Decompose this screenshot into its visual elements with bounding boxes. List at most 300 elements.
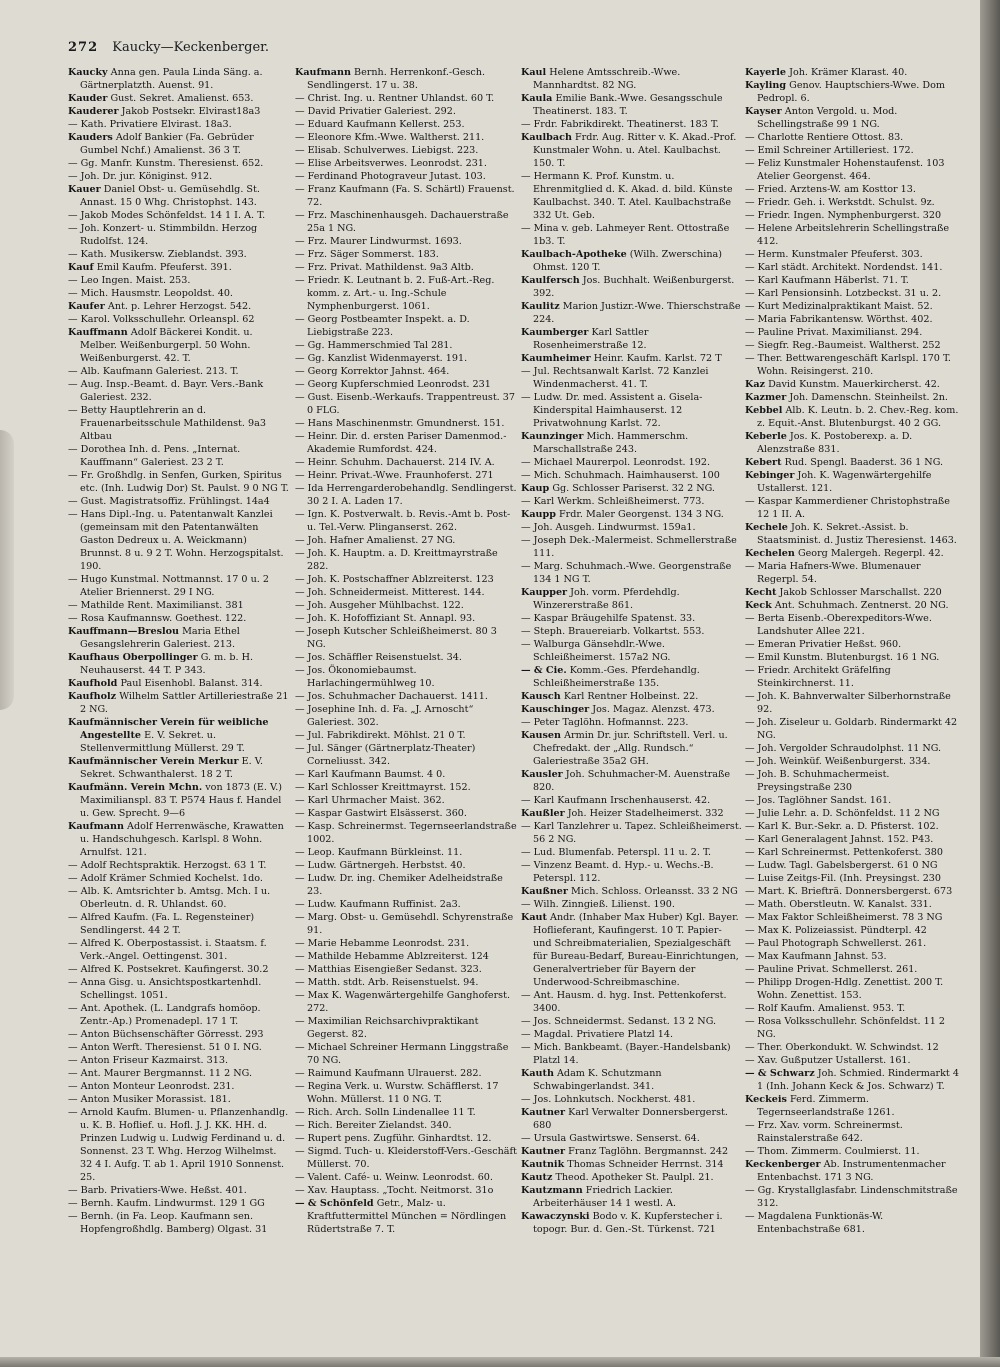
directory-entry [745, 456, 960, 469]
entry-text: — Mart. K. Briefträ. Donnersbergerst. 673 [745, 886, 953, 897]
directory-entry [745, 495, 960, 521]
entry-surname: Kaul [521, 67, 547, 78]
entry-text: Ant. p. Lehrer Herzogst. 542. [107, 301, 252, 312]
entry-text: Anna gen. Paula Linda Säng. a. Gärtnerplatzth. Auenst. 91. [80, 67, 263, 91]
entry-surname: Kauth [521, 1068, 554, 1079]
entry-surname: Kaufer [68, 301, 105, 312]
column-2 [295, 66, 517, 1346]
directory-entry [521, 703, 743, 716]
entry-surname: — & Cie. [521, 665, 567, 676]
entry-text: — Barb. Privatiers-Wwe. Heßst. 401. [68, 1185, 247, 1196]
entry-text: Jakob Postsekr. Elvirast18a3 [121, 106, 261, 117]
directory-entry [68, 313, 290, 326]
entry-text: — Joh. Schneidermeist. Mitterest. 144. [295, 587, 485, 598]
directory-entry [745, 469, 960, 495]
entry-text: — Matthias Eisengießer Sedanst. 323. [295, 964, 482, 975]
directory-entry [745, 794, 960, 807]
directory-entry [68, 651, 290, 677]
directory-entry [295, 261, 517, 274]
directory-entry [745, 1145, 960, 1158]
entry-surname: Keberle [745, 431, 787, 442]
entry-text: — Elisab. Schulverwes. Liebigst. 223. [295, 145, 479, 156]
directory-entry [521, 1132, 743, 1145]
directory-entry [745, 872, 960, 885]
entry-surname: Kaumberger [521, 327, 589, 338]
entry-surname: Kauer [68, 184, 101, 195]
entry-text: — Anton Monteur Leonrodst. 231. [68, 1081, 235, 1092]
entry-text: — Anton Werft. Theresienst. 51 0 I. NG. [68, 1042, 262, 1053]
page-header [68, 40, 768, 62]
entry-text: — Joseph Dek.-Malermeist. Schmellerstraße 111. [521, 535, 737, 559]
entry-text: Wilhelm Sattler Artilleriestraße 21 2 NG. [80, 691, 289, 715]
entry-text: — Friedr. Geh. i. Werkstdt. Schulst. 9z. [745, 197, 935, 208]
entry-text: — Jos. Lohnkutsch. Nockherst. 481. [521, 1094, 696, 1105]
directory-entry [68, 625, 290, 651]
directory-entry [295, 963, 517, 976]
entry-text: — Lud. Blumenfab. Peterspl. 11 u. 2. T. [521, 847, 712, 858]
entry-text: — Emeran Privatier Heßst. 960. [745, 639, 902, 650]
entry-text: — Magdalena Funktionäs-W. Entenbachstraße 681. [745, 1211, 884, 1235]
directory-entry [295, 183, 517, 209]
directory-entry [521, 391, 743, 430]
directory-entry [521, 534, 743, 560]
entry-text: — Frz. Privat. Mathildenst. 9a3 Altb. [295, 262, 474, 273]
entry-text: — Bernh. (in Fa. Leop. Kaufmann sen. Hopfengroßhdlg. Bamberg) Olgast. 31 [68, 1211, 268, 1235]
directory-entry [521, 690, 743, 703]
entry-text: — Joh. Ausgeher Mühlbachst. 122. [295, 600, 464, 611]
entry-text: Andr. (Inhaber Max Huber) Kgl. Bayer. Hoflieferant, Kaufingerst. 10 T. Papier- und Schreibmaterialien, Spezialgeschäft für Bureau-Bedarf, Bureau-Einrichtungen, Generalvertrieber für Bayern der Underwood-Schreibmaschine. [533, 912, 739, 988]
entry-text: — Gust. Magistratsoffiz. Frühlingst. 14a4 [68, 496, 270, 507]
entry-text: — Rich. Bereiter Zielandst. 340. [295, 1120, 452, 1131]
directory-entry [745, 222, 960, 248]
entry-text: — Valent. Café- u. Weinw. Leonrodst. 60. [295, 1172, 493, 1183]
entry-text: — Alfred Kaufm. (Fa. L. Regensteiner) Sendlingerst. 44 2 T. [68, 912, 255, 936]
entry-surname: Kausler [521, 769, 563, 780]
directory-entry [745, 937, 960, 950]
entry-text: Getr., Malz- u. Kraftfuttermittel München = Nördlingen Rüdertstraße 7. T. [307, 1198, 507, 1235]
directory-entry [295, 456, 517, 469]
entry-text: E. V. Sekret. Schwanthalerst. 18 2 T. [80, 756, 264, 780]
directory-entry [521, 794, 743, 807]
directory-entry [521, 66, 743, 92]
directory-entry [295, 209, 517, 235]
entry-text: — Leo Ingen. Maist. 253. [68, 275, 191, 286]
entry-text: — Karl Kaufmann Irschenhauserst. 42. [521, 795, 711, 806]
entry-text: — Alb. K. Amtsrichter b. Amtsg. Mch. I u. Oberleutn. d. R. Uhlandst. 60. [68, 886, 271, 910]
directory-entry [521, 1145, 743, 1158]
entry-text: — Emil Schreiner Artilleriest. 172. [745, 145, 914, 156]
entry-text: — Karl Schreinermst. Pettenkoferst. 380 [745, 847, 943, 858]
entry-text: — Rolf Kaufm. Amalienst. 953. T. [745, 1003, 906, 1014]
entry-surname: Kaulfersch [521, 275, 580, 286]
entry-text: — Herm. Kunstmaler Pfeuferst. 303. [745, 249, 923, 260]
entry-text: — Math. Oberstleutn. W. Kanalst. 331. [745, 899, 932, 910]
directory-entry [295, 1197, 517, 1236]
entry-text: Frdr. Maler Georgenst. 134 3 NG. [559, 509, 724, 520]
entry-text: — Ferdinand Photograveur Jutast. 103. [295, 171, 486, 182]
entry-text: Joh. Schuhmacher-M. Auenstraße 820. [533, 769, 731, 793]
entry-text: — Emil Kunstm. Blutenburgst. 16 1 NG. [745, 652, 940, 663]
directory-entry [521, 482, 743, 495]
entry-text: — Friedr. Architekt Gräfelfing Steinkirchnerst. 11. [745, 665, 891, 689]
entry-surname: Kaufmännischer Verein für weibliche Angestellte [68, 717, 269, 741]
entry-surname: Kauffmann [68, 327, 128, 338]
entry-surname: Kautnik [521, 1159, 565, 1170]
directory-entry [68, 1106, 290, 1184]
entry-text: — Jos. Schäffler Reisenstuelst. 34. [295, 652, 462, 663]
entry-text: — Adolf Rechtspraktik. Herzogst. 63 1 T. [68, 860, 267, 871]
entry-text: — Adolf Krämer Schmied Kochelst. 1do. [68, 873, 263, 884]
directory-entry [68, 820, 290, 859]
entry-text: — Julie Lehr. a. D. Schönfeldst. 11 2 NG [745, 808, 940, 819]
entry-text: (Wilh. Zwerschina) Ohmst. 120 T. [533, 249, 722, 273]
directory-entry [68, 911, 290, 937]
directory-entry [68, 248, 290, 261]
directory-entry [745, 1067, 960, 1093]
entry-text: — Vinzenz Beamt. d. Hyp.- u. Wechs.-B. Peterspl. 112. [521, 860, 714, 884]
entry-text: — Heinr. Dir. d. ersten Pariser Damenmod.-Akademie Rumfordst. 424. [295, 431, 507, 455]
entry-text: — Ant. Apothek. (L. Landgrafs homöop. Zentr.-Ap.) Promenadepl. 17 1 T. [68, 1003, 261, 1027]
entry-text: — Ludw. Gärtnergeh. Herbstst. 40. [295, 860, 466, 871]
entry-text: — Hans Maschinenmstr. Gmundnerst. 151. [295, 418, 505, 429]
entry-text: — Gg. Hammerschmied Tal 281. [295, 340, 453, 351]
directory-entry [521, 300, 743, 326]
entry-text: Theod. Apotheker St. Paulpl. 21. [555, 1172, 714, 1183]
directory-entry [68, 92, 290, 105]
directory-entry [745, 586, 960, 599]
directory-entry [295, 170, 517, 183]
entry-text: — Maria Hafners-Wwe. Blumenauer Regerpl. 54. [745, 561, 921, 585]
directory-entry [68, 378, 290, 404]
directory-entry [295, 651, 517, 664]
directory-entry [68, 469, 290, 495]
entry-surname: Kaulbach [521, 132, 572, 143]
directory-entry [68, 1028, 290, 1041]
entry-text: — Regina Verk. u. Wurstw. Schäfflerst. 17 Wohn. Müllerst. 11 0 NG. T. [295, 1081, 499, 1105]
directory-entry [521, 1171, 743, 1184]
directory-entry [745, 612, 960, 638]
directory-entry [521, 859, 743, 885]
entry-text: Karl Verwalter Donnersbergerst. 680 [533, 1107, 728, 1131]
entry-surname: Kawaczynski [521, 1211, 590, 1222]
directory-entry [521, 248, 743, 274]
directory-entry [521, 1041, 743, 1067]
directory-entry [295, 820, 517, 846]
entry-text: — Kurt Medizinalpraktikant Maist. 52. [745, 301, 933, 312]
directory-entry [745, 1184, 960, 1210]
entry-text: — Joh. Konzert- u. Stimmbildn. Herzog Rudolfst. 124. [68, 223, 258, 247]
entry-text: — Heinr. Privat.-Wwe. Fraunhoferst. 271 [295, 470, 494, 481]
entry-text: — Kath. Musikersw. Zieblandst. 393. [68, 249, 247, 260]
directory-entry [521, 495, 743, 508]
entry-text: — Elise Arbeitsverwes. Leonrodst. 231. [295, 158, 487, 169]
entry-text: — Ant. Maurer Bergmannst. 11 2 NG. [68, 1068, 253, 1079]
entry-surname: Kaufmann [68, 821, 124, 832]
directory-entry [68, 976, 290, 1002]
entry-text: — Berta Eisenb.-Oberexpeditors-Wwe. Landshuter Allee 221. [745, 613, 932, 637]
directory-entry [295, 469, 517, 482]
directory-entry [68, 1067, 290, 1080]
directory-entry [68, 222, 290, 248]
directory-entry [745, 898, 960, 911]
directory-entry [745, 287, 960, 300]
directory-entry [745, 963, 960, 976]
directory-entry [68, 66, 290, 92]
directory-entry [745, 313, 960, 326]
directory-entry [295, 599, 517, 612]
directory-entry [745, 248, 960, 261]
directory-entry [295, 92, 517, 105]
entry-text: — Gust. Eisenb.-Werkaufs. Trappentreust. 37 0 FLG. [295, 392, 515, 416]
directory-entry [295, 66, 517, 92]
directory-entry [295, 365, 517, 378]
directory-entry [295, 872, 517, 898]
directory-entry [295, 859, 517, 872]
entry-text: Karl Sattler Rosenheimerstraße 12. [533, 327, 649, 351]
directory-entry [521, 989, 743, 1015]
directory-entry [68, 274, 290, 287]
directory-entry [745, 378, 960, 391]
entry-surname: Kayerle [745, 67, 787, 78]
entry-text: — Xav. Hauptass. „Tocht. Neitmorst. 31o [295, 1185, 494, 1196]
directory-entry [295, 586, 517, 599]
entry-text: Ferd. Zimmerm. Tegernseerlandstraße 1261. [757, 1094, 895, 1118]
directory-entry [745, 911, 960, 924]
entry-text: — Karl Werkm. Schleißheimerst. 773. [521, 496, 705, 507]
entry-text: — Georg Kupferschmied Leonrodst. 231 [295, 379, 491, 390]
entry-text: Joh. K. Wagenwärtergehilfe Ustallerst. 121. [757, 470, 932, 494]
directory-entry [745, 664, 960, 690]
directory-entry [745, 807, 960, 820]
directory-entry [295, 417, 517, 430]
directory-entry [745, 768, 960, 794]
entry-text: — Gg. Kanzlist Widenmayerst. 191. [295, 353, 468, 364]
entry-surname: Kaupper [521, 587, 568, 598]
entry-text: Genov. Hauptschiers-Wwe. Dom Pedropl. 6. [757, 80, 945, 104]
entry-text: Joh. Krämer Klarast. 40. [789, 67, 908, 78]
directory-entry [745, 1002, 960, 1015]
directory-entry [68, 118, 290, 131]
directory-entry [68, 781, 290, 820]
entry-text: — Arnold Kaufm. Blumen- u. Pflanzenhandlg. u. K. B. Hoflief. u. Hofl. J. J. KK. HH. d. Prinzen Ludwig u. Ludwig Ferdinand u. d. Sonnenst. 23 T. Whg. Herzog Wilhelmst. 32 4 I. Aufg. T. ab 1. April 1910 Sonnenst. 25. [68, 1107, 289, 1183]
entry-text: Ant. Schuhmach. Zentnerst. 20 NG. [774, 600, 949, 611]
directory-entry [521, 1028, 743, 1041]
directory-entry [68, 287, 290, 300]
entry-text: Daniel Obst- u. Gemüsehdlg. St. Annast. 15 0 Whg. Christophst. 143. [80, 184, 260, 208]
entry-surname: Kautzmann [521, 1185, 583, 1196]
directory-entry [68, 937, 290, 963]
entry-surname: Kautz [521, 1172, 553, 1183]
entry-text: Helene Amtsschreib.-Wwe. Mannhardtst. 82 NG. [533, 67, 681, 91]
directory-entry [521, 898, 743, 911]
entry-text: Mich. Schloss. Orleansst. 33 2 NG [571, 886, 738, 897]
directory-entry [745, 326, 960, 339]
entry-surname: Kayser [745, 106, 782, 117]
entry-text: — Max Kaufmann Jahnst. 53. [745, 951, 887, 962]
entry-text: — Kaspar Gastwirt Elsässerst. 360. [295, 808, 467, 819]
entry-text: — Anton Musiker Morassist. 181. [68, 1094, 231, 1105]
entry-text: — Mathilde Rent. Maximilianst. 381 [68, 600, 244, 611]
entry-surname: Kebbel [745, 405, 783, 416]
entry-text: Joh. Heizer Stadelheimerst. 332 [567, 808, 724, 819]
entry-text: Joh. Schmied. Rindermarkt 4 1 (Inh. Johann Keck & Jos. Schwarz) T. [757, 1068, 959, 1092]
entry-surname: Kaup [521, 483, 550, 494]
directory-entry [295, 911, 517, 937]
entry-text: David Kunstm. Mauerkircherst. 42. [768, 379, 940, 390]
entry-text: — Karl Kaufmann Häberlst. 71. T. [745, 275, 909, 286]
directory-entry [745, 651, 960, 664]
directory-entry [745, 1210, 960, 1236]
entry-surname: Kauf [68, 262, 94, 273]
directory-entry [745, 833, 960, 846]
entry-text: — Joh. K. Hauptm. a. D. Kreittmayrstraße 282. [295, 548, 498, 572]
directory-entry [295, 898, 517, 911]
directory-entry [745, 521, 960, 547]
entry-surname: Kauschinger [521, 704, 590, 715]
directory-entry [68, 365, 290, 378]
entry-surname: Kaußner [521, 886, 568, 897]
directory-entry [68, 1210, 290, 1236]
directory-entry [745, 274, 960, 287]
directory-entry [295, 1080, 517, 1106]
entry-surname: Kaulitz [521, 301, 560, 312]
entry-text: E. V. Sekret. u. Stellenvermittlung Müllerst. 29 T. [80, 730, 245, 754]
directory-entry [68, 183, 290, 209]
entry-text: — Joh. K. Bahnverwalter Silberhornstraße 92. [745, 691, 951, 715]
entry-text: Gust. Sekret. Amalienst. 653. [110, 93, 254, 104]
directory-entry [295, 1145, 517, 1171]
directory-entry [68, 326, 290, 365]
running-head: Kaucky—Keckenberger. [112, 40, 270, 55]
entry-surname: Kaumheimer [521, 353, 591, 364]
entry-text: Georg Malergeh. Regerpl. 42. [797, 548, 944, 559]
entry-text: Armin Dr. jur. Schriftstell. Verl. u. Chefredakt. der „Allg. Rundsch.“ Galeriestraße 35a2 GH. [533, 730, 728, 767]
entry-text: — Mich. Schuhmach. Haimhauserst. 100 [521, 470, 720, 481]
entry-text: — Hans Dipl.-Ing. u. Patentanwalt Kanzlei (gemeinsam mit den Patentanwälten Gaston Dedreux u. A. Weickmann) Brunnst. 8 u. 9 2 T. Wohn. Herzogspitalst. 190. [68, 509, 284, 572]
directory-entry [68, 157, 290, 170]
entry-text: — Ida Herrengarderobehandlg. Sendlingerst. 30 2 I. A. Laden 17. [295, 483, 517, 507]
entry-text: — Joh. Ziseleur u. Goldarb. Rindermarkt 42 NG. [745, 717, 958, 741]
entry-text: — Siegfr. Reg.-Baumeist. Waltherst. 252 [745, 340, 941, 351]
entry-surname: Kebert [745, 457, 782, 468]
entry-text: Jos. Buchhalt. Weißenburgerst. 392. [533, 275, 735, 299]
entry-text: — Jos. Schneidermst. Sedanst. 13 2 NG. [521, 1016, 717, 1027]
directory-entry [295, 690, 517, 703]
entry-text: — Charlotte Rentiere Ottost. 83. [745, 132, 904, 143]
entry-text: Rud. Spengl. Baaderst. 36 1 NG. [784, 457, 944, 468]
entry-text: — Frz. Maschinenhausgeh. Dachauerstraße 25a 1 NG. [295, 210, 509, 234]
directory-entry [745, 352, 960, 378]
entry-text: Alb. K. Leutn. b. 2. Chev.-Reg. kom. z. Equit.-Anst. Blutenburgst. 40 2 GG. [757, 405, 959, 429]
entry-surname: Kecht [745, 587, 777, 598]
directory-entry [745, 846, 960, 859]
entry-surname: Kazmer [745, 392, 787, 403]
entry-text: — Feliz Kunstmaler Hohenstaufenst. 103 Atelier Georgenst. 464. [745, 158, 945, 182]
directory-entry [295, 105, 517, 118]
directory-entry [521, 456, 743, 469]
entry-text: — Mathilde Hebamme Ablzreiterst. 124 [295, 951, 489, 962]
entry-text: — Karl Schlosser Kreittmayrst. 152. [295, 782, 471, 793]
directory-entry [295, 807, 517, 820]
entry-text: — Joh. Hafner Amalienst. 27 NG. [295, 535, 456, 546]
directory-entry [68, 690, 290, 716]
directory-entry [295, 391, 517, 417]
entry-text: Frdr. Aug. Ritter v. K. Akad.-Prof. Kunstmaler Wohn. u. Atel. Kaulbachst. 150. T. [533, 132, 737, 169]
entry-text: Emilie Bank.-Wwe. Gesangsschule Theatinerst. 183. T. [533, 93, 723, 117]
entry-text: — Ursula Gastwirtswe. Senserst. 64. [521, 1133, 700, 1144]
directory-entry [295, 612, 517, 625]
directory-entry [295, 664, 517, 690]
entry-text: — Mina v. geb. Lahmeyer Rent. Ottostraße 1b3. T. [521, 223, 730, 247]
directory-entry [68, 885, 290, 911]
entry-text: — Karl Uhrmacher Maist. 362. [295, 795, 445, 806]
entry-text: — Jos. Taglöhner Sandst. 161. [745, 795, 892, 806]
directory-entry [521, 586, 743, 612]
entry-text: — Kasp. Schreinermst. Tegernseerlandstraße 1002. [295, 821, 517, 845]
directory-entry [68, 131, 290, 157]
entry-text: — Rosa Volksschullehr. Schönfeldst. 11 2 NG. [745, 1016, 945, 1040]
entry-text: — Maximilian Reichsarchivpraktikant Gegerst. 82. [295, 1016, 479, 1040]
entry-text: Maria Ethel Gesangslehrerin Galeriest. 213. [80, 626, 240, 650]
directory-entry [521, 1067, 743, 1093]
entry-surname: Kaufmänn. Verein Mchn. [68, 782, 203, 793]
directory-entry [521, 625, 743, 638]
entry-text: — Max Faktor Schleißheimerst. 78 3 NG [745, 912, 943, 923]
directory-entry [745, 976, 960, 1002]
entry-text: — Marie Hebamme Leonrodst. 231. [295, 938, 470, 949]
directory-entry [295, 131, 517, 144]
directory-entry [745, 1041, 960, 1054]
directory-entry [295, 976, 517, 989]
entry-surname: Kaußler [521, 808, 565, 819]
directory-entry [521, 508, 743, 521]
directory-entry [295, 729, 517, 742]
directory-entry [295, 573, 517, 586]
entry-surname: Kauder [68, 93, 108, 104]
entry-text: — Helene Arbeitslehrerin Schellingstraße 412. [745, 223, 950, 247]
entry-text: Joh. K. Sekret.-Assist. b. Staatsminist. d. Justiz Theresienst. 1463. [757, 522, 957, 546]
entry-text: — Paul Photograph Schwellerst. 261. [745, 938, 927, 949]
directory-entry [521, 222, 743, 248]
directory-entry [745, 339, 960, 352]
entry-text: Ab. Instrumentenmacher Entenbachst. 171 3 NG. [757, 1159, 946, 1183]
entry-text: — Ther. Bettwarengeschäft Karlspl. 170 T. Wohn. Reisingerst. 210. [745, 353, 951, 377]
entry-text: Adolf Bankier (Fa. Gebrüder Gumbel Nchf.) Amalienst. 36 3 T. [80, 132, 254, 156]
directory-entry [745, 755, 960, 768]
entry-text: — Max K. Polizeiassist. Pündterpl. 42 [745, 925, 927, 936]
directory-entry [745, 1015, 960, 1041]
entry-surname: Kaufhaus Oberpollinger [68, 652, 198, 663]
entry-surname: Kaufmännischer Verein Merkur [68, 756, 239, 767]
entry-text: — Marg. Obst- u. Gemüsehdl. Schyrenstraße 91. [295, 912, 514, 936]
entry-surname: Kaufhold [68, 678, 118, 689]
directory-entry [295, 1067, 517, 1080]
directory-entry [521, 521, 743, 534]
entry-text: — Joh. Vergolder Schraudolphst. 11 NG. [745, 743, 942, 754]
directory-entry [295, 352, 517, 365]
entry-text: — Pauline Privat. Maximilianst. 294. [745, 327, 923, 338]
page-number: 272 [68, 40, 99, 55]
directory-entry [521, 885, 743, 898]
entry-text: — Jul. Sänger (Gärtnerplatz-Theater) Corneliusst. 342. [295, 743, 476, 767]
entry-text: — Karl städt. Architekt. Nordendst. 141. [745, 262, 943, 273]
directory-entry [521, 560, 743, 586]
directory-entry [68, 963, 290, 976]
entry-surname: Kauders [68, 132, 113, 143]
entry-surname: Kechelen [745, 548, 795, 559]
directory-entry [745, 131, 960, 144]
entry-text: — Alfred K. Postsekret. Kaufingerst. 30.2 [68, 964, 269, 975]
